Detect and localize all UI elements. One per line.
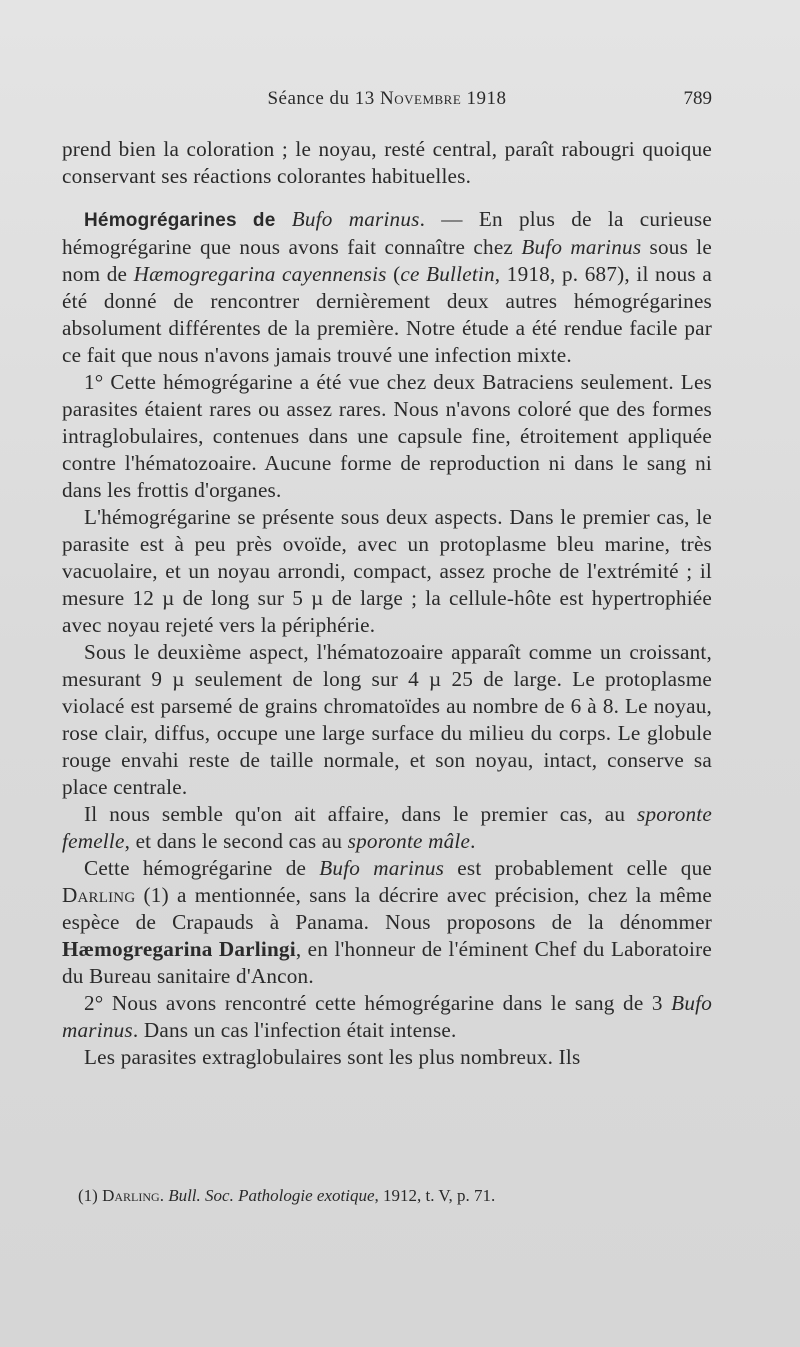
paragraph: Cette hémogrégarine de Bufo marinus est probablement celle que Darling (1) a mentionnée, sans la décrire avec précision, chez la même espèce de Crapauds à Panama. Nous proposons de la dénommer Hæmogregarina Darlingi, en l'honneur de l'éminent Chef du Laboratoire du Bureau sanitaire d'Ancon. (62, 856, 712, 988)
paragraph: Hémogrégarines de Bufo marinus. — En plus de la curieuse hémogrégarine que nous avons fait connaître chez Bufo marinus sous le nom de Hæmogregarina cayennensis (ce Bulletin, 1918, p. 687), il nous a été donné de rencontrer dernièrement deux autres hémogrégarines absolument différentes de la première. Notre étude a été rendue facile par ce fait que nous n'avons jamais trouvé une infection mixte. (62, 207, 712, 367)
species-name: Bufo marinus (521, 235, 642, 259)
paragraph: Il nous semble qu'on ait affaire, dans le premier cas, au sporonte femelle, et dans le second cas au sporonte mâle. (62, 802, 712, 853)
paragraph: prend bien la coloration ; le noyau, resté central, paraît rabougri quoique conservant ses réactions colorantes habituelles. (62, 137, 712, 188)
footnote-journal: Bull. Soc. Pathologie exotique (168, 1186, 375, 1205)
section-heading: Hémogrégarines de (84, 210, 276, 231)
running-head (62, 88, 712, 110)
section-gap (62, 190, 712, 206)
species-name: Hæmogregarina Darlingi (62, 937, 296, 961)
running-head-year: 1918 (461, 88, 507, 109)
author-name: Darling (62, 883, 136, 907)
running-head-date: Séance du 13 (267, 88, 381, 109)
paragraph: 1° Cette hémogrégarine a été vue chez deux Batraciens seulement. Les parasites étaient rares ou assez rares. Nous n'avons coloré que des formes intraglobulaires, contenues dans une capsule fine, étroitement appliquée contre l'hématozoaire. Aucune forme de reproduction ni dans le sang ni dans les frottis d'organes. (62, 370, 712, 502)
paragraph: 2° Nous avons rencontré cette hémogrégarine dans le sang de 3 Bufo marinus. Dans un cas l'infection était intense. (62, 991, 712, 1042)
paragraph: L'hémogrégarine se présente sous deux aspects. Dans le premier cas, le parasite est à peu près ovoïde, avec un protoplasme bleu marine, très vacuolaire, et un noyau arrondi, compact, assez proche de l'extrémité ; il mesure 12 µ de long sur 5 µ de large ; la cellule-hôte est hypertrophiée avec noyau rejeté vers la périphérie. (62, 505, 712, 637)
species-name: Hæmogregarina cayennensis (133, 262, 387, 286)
footnote: (1) Darling. Bull. Soc. Pathologie exotique, 1912, t. V, p. 71. (78, 1186, 496, 1205)
term: sporonte femelle (62, 802, 712, 853)
species-name: Bufo marinus (62, 991, 712, 1042)
footnote-author: Darling (102, 1186, 160, 1205)
paragraph: Sous le deuxième aspect, l'hématozoaire apparaît comme un croissant, mesurant 9 µ seulement de long sur 4 µ 25 de large. Le protoplasme violacé est parsemé de grains chromatoïdes au nombre de 6 à 8. Le noyau, rose clair, diffus, occupe une large surface du milieu du corps. Le globule rouge envahi reste de taille normale, et son noyau, intact, conserve sa place centrale. (62, 640, 712, 799)
species-name: Bufo marinus (291, 207, 420, 231)
paragraph: Les parasites extraglobulaires sont les plus nombreux. Ils (84, 1045, 581, 1069)
reference: ce Bulletin (400, 262, 495, 286)
body-text (62, 136, 712, 1071)
page-number: 789 (683, 88, 712, 109)
running-head-month: Novembre (380, 88, 462, 109)
term: sporonte mâle (347, 829, 471, 853)
page-header (62, 88, 712, 118)
species-name: Bufo marinus (319, 856, 445, 880)
